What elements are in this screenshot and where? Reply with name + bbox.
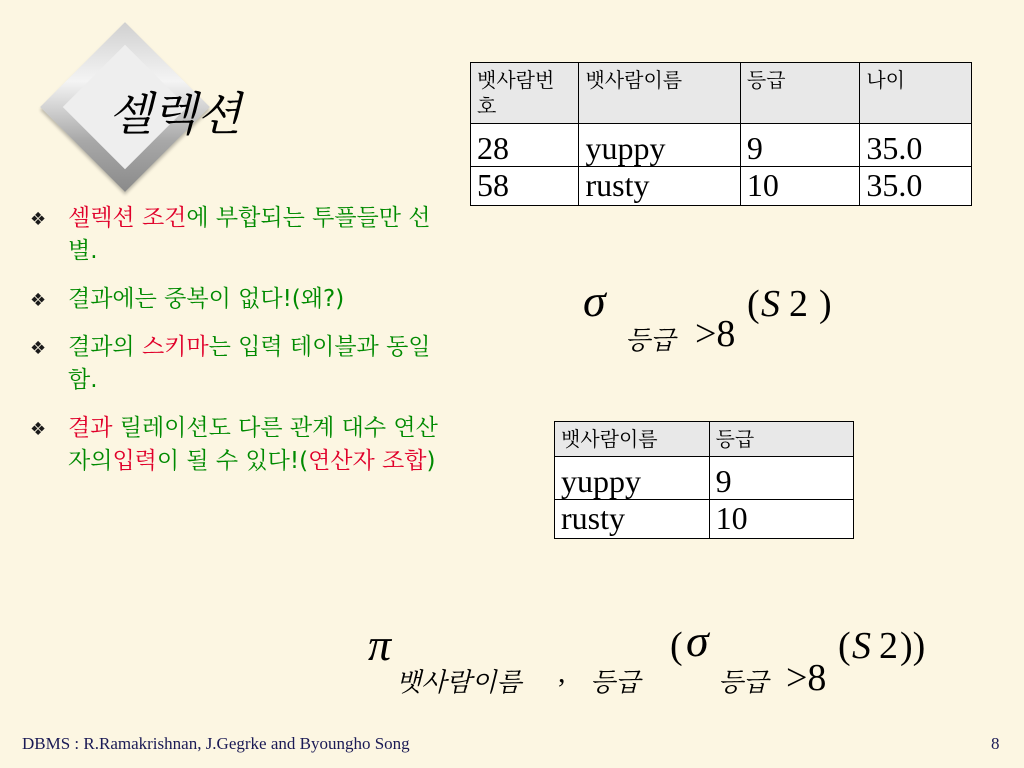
table-cell: 35.0 [860,167,972,206]
table-cell: 28 [471,124,579,167]
bullet-diamond-icon: ❖ [30,419,47,440]
table-cell: yuppy [579,124,740,167]
formula-subscript: 등급 [625,326,676,356]
bullet-text-part: ) [426,448,436,474]
column-header: 뱃사람번호 [471,63,579,124]
table-header-row [555,422,854,457]
table-cell: 35.0 [860,124,972,167]
table-cell: 58 [471,167,579,206]
bullet-text-part: 결과에는 중복이 없다!(왜?) [68,286,345,312]
table-row [471,167,972,206]
bullet-item [30,331,440,397]
sailors-table [470,62,972,206]
column-header: 등급 [709,422,853,457]
bullet-text-part: 이 될 수 있다!( [156,448,309,474]
table-header-row [471,63,972,124]
formula-condition: >8 [786,657,827,699]
bullet-text-part: 는 입력 테이블과 동일함. [68,334,431,393]
formula-condition: >8 [695,313,736,355]
formula-arg-open: ( [747,283,760,325]
bullet-text-part: 릴레이션도 다른 관계 대수 연산자의 [68,415,438,474]
formula-subscript: 등급 [718,668,769,698]
formula-arg-relation: S [761,283,780,325]
projection-attribute: 뱃사람이름 [396,668,522,698]
sigma-symbol: σ [583,275,606,326]
selection-formula [583,274,843,364]
projection-attribute: 등급 [590,668,641,698]
formula-arg-close: ) [819,283,832,325]
bullet-diamond-icon: ❖ [30,290,47,311]
bullet-diamond-icon: ❖ [30,338,47,359]
formula-arg-close: )) [900,625,926,667]
bullet-text-part: 결과 [68,415,113,441]
formula-arg-relation: S [852,625,871,667]
table-cell: 10 [709,500,853,539]
formula-arg-open: ( [838,625,851,667]
table-row [555,500,854,539]
slide-title: 셀렉션 [108,87,242,141]
bullet-text-part: 스키마 [141,334,209,360]
column-header: 뱃사람이름 [555,422,710,457]
bullet-text-part: 연산자 조합 [308,448,427,474]
bullet-list [30,202,440,493]
pi-symbol: π [368,619,392,670]
table-row [555,457,854,500]
formula-arg-number: 2 [789,283,808,325]
projection-formula [368,615,948,708]
bullet-text-part: 에 부합되는 투플들만 선별. [68,205,431,264]
formula-open-paren: ( [670,625,683,667]
table-row [471,124,972,167]
page-number: 8 [991,734,1000,753]
sigma-symbol: σ [686,615,709,666]
table-cell: 10 [740,167,859,206]
formula-arg-number: 2 [879,625,898,667]
result-table [554,421,854,539]
table-cell: 9 [740,124,859,167]
bullet-item [30,412,440,478]
bullet-item [30,283,440,316]
bullet-text-part: 결과의 [68,334,142,360]
column-header: 등급 [740,63,859,124]
table-cell: rusty [579,167,740,206]
table-cell: yuppy [555,457,710,500]
column-header: 나이 [860,63,972,124]
table-cell: rusty [555,500,710,539]
table-cell: 9 [709,457,853,500]
bullet-item [30,202,440,268]
bullet-text-part: 입력 [112,448,157,474]
bullet-text-part: 셀렉션 조건 [68,205,187,231]
projection-comma: , [558,656,566,689]
column-header: 뱃사람이름 [579,63,740,124]
bullet-diamond-icon: ❖ [30,209,47,230]
footer-credit: DBMS : R.Ramakrishnan, J.Gegrke and Byoungho Song [22,734,410,753]
